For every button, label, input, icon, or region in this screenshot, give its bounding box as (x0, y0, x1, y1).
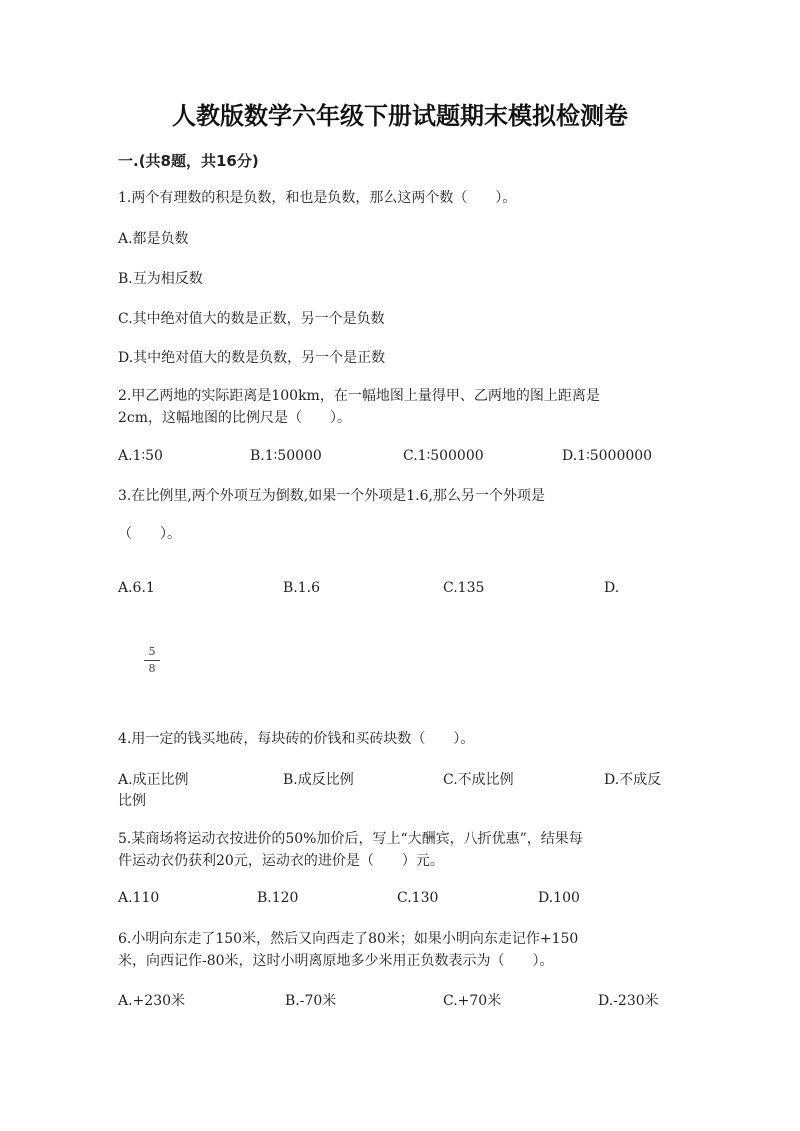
question-1-option-a: A.都是负数 (118, 231, 189, 247)
question-2-option-a: A.1∶50 (118, 448, 163, 464)
question-2-stem-line-1: 2.甲乙两地的实际距离是100km，在一幅地图上量得甲、乙两地的图上距离是 (118, 388, 600, 404)
question-5-option-c: C.130 (397, 890, 439, 906)
question-6-option-d: D.-230米 (598, 993, 659, 1009)
question-2-option-c: C.1∶500000 (403, 448, 484, 464)
question-1-option-d: D.其中绝对值大的数是负数，另一个是正数 (118, 350, 386, 366)
question-2-stem-line-2: 2cm，这幅地图的比例尺是（ ）。 (118, 410, 352, 426)
question-4-option-d: D.不成反 (604, 772, 662, 788)
question-3-option-a: A.6.1 (118, 580, 155, 596)
question-5-option-a: A.110 (118, 890, 160, 906)
question-6-stem-line-1: 6.小明向东走了150米，然后又向西走了80米；如果小明向东走记作+150 (118, 931, 579, 947)
fraction-denominator: 8 (148, 662, 156, 675)
question-6-stem-line-2: 米，向西记作-80米，这时小明离原地多少米用正负数表示为（ ）。 (118, 953, 554, 969)
section-heading: 一.(共8题，共16分) (118, 152, 259, 170)
question-6-option-c: C.+70米 (443, 993, 502, 1009)
question-3-stem-line-1: 3.在比例里,两个外项互为倒数,如果一个外项是1.6,那么另一个外项是 (118, 488, 545, 504)
question-5-option-d: D.100 (538, 890, 580, 906)
question-3-option-b: B.1.6 (283, 580, 321, 596)
question-1-stem: 1.两个有理数的积是负数，和也是负数，那么这两个数（ ）。 (118, 190, 517, 206)
question-5-option-b: B.120 (257, 890, 299, 906)
question-5-stem-line-1: 5.某商场将运动衣按进价的50%加价后，写上“大酬宾，八折优惠”，结果每 (118, 831, 583, 847)
question-1-option-b: B.互为相反数 (118, 271, 203, 287)
question-4-option-a: A.成正比例 (118, 772, 189, 788)
question-6-option-b: B.-70米 (285, 993, 337, 1009)
question-4-stem: 4.用一定的钱买地砖，每块砖的价钱和买砖块数（ ）。 (118, 731, 475, 747)
question-3-option-d-fraction (144, 645, 160, 676)
question-3-option-d: D. (604, 580, 620, 596)
question-4-option-d-continued: 比例 (118, 793, 146, 809)
question-2-option-d: D.1∶5000000 (562, 448, 653, 464)
question-5-stem-line-2: 件运动衣仍获利20元，运动衣的进价是（ ）元。 (118, 853, 444, 869)
question-1-option-c: C.其中绝对值大的数是正数，另一个是负数 (118, 311, 385, 327)
fraction-numerator: 5 (148, 645, 156, 658)
question-2-option-b: B.1∶50000 (250, 448, 322, 464)
question-6-option-a: A.+230米 (118, 993, 186, 1009)
question-4-option-c: C.不成比例 (443, 772, 514, 788)
question-3-stem-line-2: （ ）。 (118, 526, 181, 542)
question-3-option-c: C.135 (443, 580, 485, 596)
fraction-bar (144, 660, 160, 661)
question-4-option-b: B.成反比例 (283, 772, 354, 788)
page-title: 人教版数学六年级下册试题期末模拟检测卷 (172, 102, 628, 130)
